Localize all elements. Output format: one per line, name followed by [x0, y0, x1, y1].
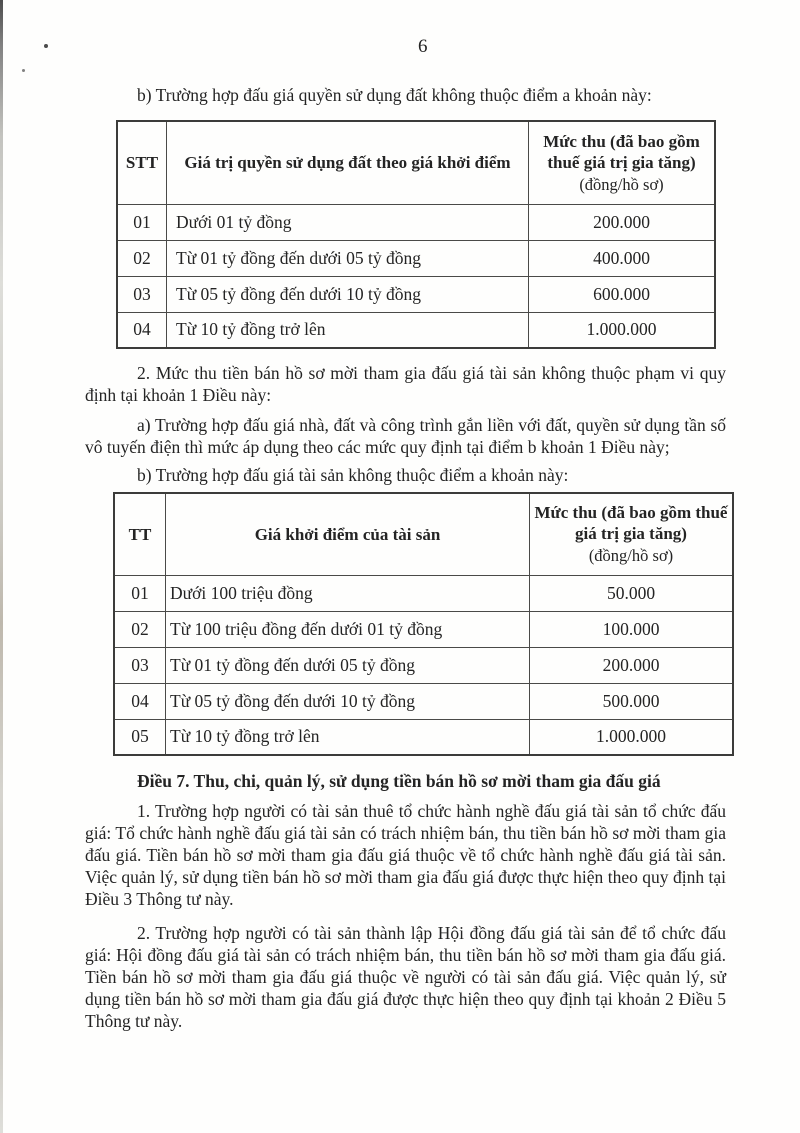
- clause-2b-paragraph: b) Trường hợp đấu giá tài sản không thuộc điểm a khoản này:: [137, 465, 569, 485]
- table-row: [117, 312, 715, 348]
- row-description: Từ 10 tỷ đồng trở lên: [167, 312, 529, 348]
- table1-header-fee-unit: (đồng/hồ sơ): [579, 174, 664, 194]
- row-fee: 1.000.000: [530, 719, 734, 755]
- row-number: 05: [114, 719, 166, 755]
- row-fee: 100.000: [530, 611, 734, 647]
- scan-edge-artifact: [0, 0, 3, 1133]
- table-row: [114, 647, 733, 683]
- document-content: [85, 84, 726, 1032]
- table-row: [114, 611, 733, 647]
- table2-header-fee-unit: (đồng/hồ sơ): [588, 546, 674, 566]
- row-number: 03: [117, 276, 167, 312]
- row-description: Dưới 01 tỷ đồng: [167, 204, 529, 240]
- table-row: [117, 240, 715, 276]
- row-number: 04: [117, 312, 167, 348]
- table2-header-row: [114, 493, 733, 575]
- land-use-right-fee-table: [116, 120, 716, 349]
- scan-speck: [22, 69, 25, 72]
- article-7-heading: Điều 7. Thu, chi, quản lý, sử dụng tiền bán hồ sơ mời tham gia đấu giá: [137, 771, 661, 791]
- row-number: 01: [117, 204, 167, 240]
- table2-header: [114, 493, 733, 575]
- table-row: [114, 719, 733, 755]
- table1-header-desc: Giá trị quyền sử dụng đất theo giá khởi điểm: [167, 121, 529, 204]
- row-description: Từ 100 triệu đồng đến dưới 01 tỷ đồng: [166, 611, 530, 647]
- table-row: [114, 575, 733, 611]
- page-number: 6: [418, 36, 428, 57]
- row-fee: 50.000: [530, 575, 734, 611]
- article-7-clause-2: 2. Trường hợp người có tài sản thành lập Hội đồng đấu giá tài sản để tổ chức đấu giá: Hội đồng đấu giá tài sản có trách nhiệm bán, thu tiền bán hồ sơ mời tham gia đấu giá. Tiền bán hồ sơ mời tham gia đấu giá thuộc về người có tài sản đấu giá. Việc quản lý, sử dụng tiền bán hồ sơ mời tham gia đấu giá được thực hiện theo quy định tại khoản 2 Điều 5 Thông tư này.: [85, 923, 726, 1031]
- row-fee: 1.000.000: [529, 312, 716, 348]
- table-row: [117, 276, 715, 312]
- table1-header-stt: STT: [117, 121, 167, 204]
- table2-body: [114, 575, 733, 755]
- row-number: 02: [114, 611, 166, 647]
- row-number: 04: [114, 683, 166, 719]
- row-description: Từ 05 tỷ đồng đến dưới 10 tỷ đồng: [167, 276, 529, 312]
- table2-header-fee: [530, 493, 734, 575]
- row-fee: 500.000: [530, 683, 734, 719]
- clause-b-intro: b) Trường hợp đấu giá quyền sử dụng đất không thuộc điểm a khoản này:: [137, 85, 652, 105]
- asset-starting-price-fee-table: [113, 492, 734, 756]
- row-fee: 400.000: [529, 240, 716, 276]
- article-7-clause-1: 1. Trường hợp người có tài sản thuê tổ chức hành nghề đấu giá tài sản tổ chức đấu giá: Tổ chức hành nghề đấu giá tài sản có trách nhiệm bán, thu tiền bán hồ sơ mời tham gia đấu giá. Tiền bán hồ sơ mời tham gia đấu giá thuộc về tổ chức hành nghề đấu giá tài sản. Việc quản lý, sử dụng tiền bán hồ sơ mời tham gia đấu giá được thực hiện theo quy định tại Điều 3 Thông tư này.: [85, 801, 726, 909]
- row-number: 02: [117, 240, 167, 276]
- table2-header-tt: TT: [114, 493, 166, 575]
- table1-body: [117, 204, 715, 348]
- clause-2a-paragraph: a) Trường hợp đấu giá nhà, đất và công trình gắn liền với đất, quyền sử dụng tần số vô tuyến điện thì mức áp dụng theo các mức quy định tại điểm b khoản 1 Điều này;: [85, 415, 726, 457]
- table1-header-fee: [529, 121, 716, 204]
- clause-2-paragraph: 2. Mức thu tiền bán hồ sơ mời tham gia đấu giá tài sản không thuộc phạm vi quy định tại khoản 1 Điều này:: [85, 363, 726, 405]
- row-description: Từ 01 tỷ đồng đến dưới 05 tỷ đồng: [167, 240, 529, 276]
- row-description: Từ 10 tỷ đồng trở lên: [166, 719, 530, 755]
- table2-header-desc: Giá khởi điểm của tài sản: [166, 493, 530, 575]
- table-row: [117, 204, 715, 240]
- row-description: Từ 01 tỷ đồng đến dưới 05 tỷ đồng: [166, 647, 530, 683]
- row-description: Từ 05 tỷ đồng đến dưới 10 tỷ đồng: [166, 683, 530, 719]
- table1-header-fee-title: Mức thu (đã bao gồm thuế giá trị gia tăng): [543, 131, 700, 172]
- row-description: Dưới 100 triệu đồng: [166, 575, 530, 611]
- table-row: [114, 683, 733, 719]
- row-fee: 200.000: [529, 204, 716, 240]
- row-fee: 200.000: [530, 647, 734, 683]
- row-number: 03: [114, 647, 166, 683]
- row-fee: 600.000: [529, 276, 716, 312]
- table1-header: [117, 121, 715, 204]
- row-number: 01: [114, 575, 166, 611]
- table1-header-row: [117, 121, 715, 204]
- table2-header-fee-title: Mức thu (đã bao gồm thuế giá trị gia tăng): [534, 503, 728, 544]
